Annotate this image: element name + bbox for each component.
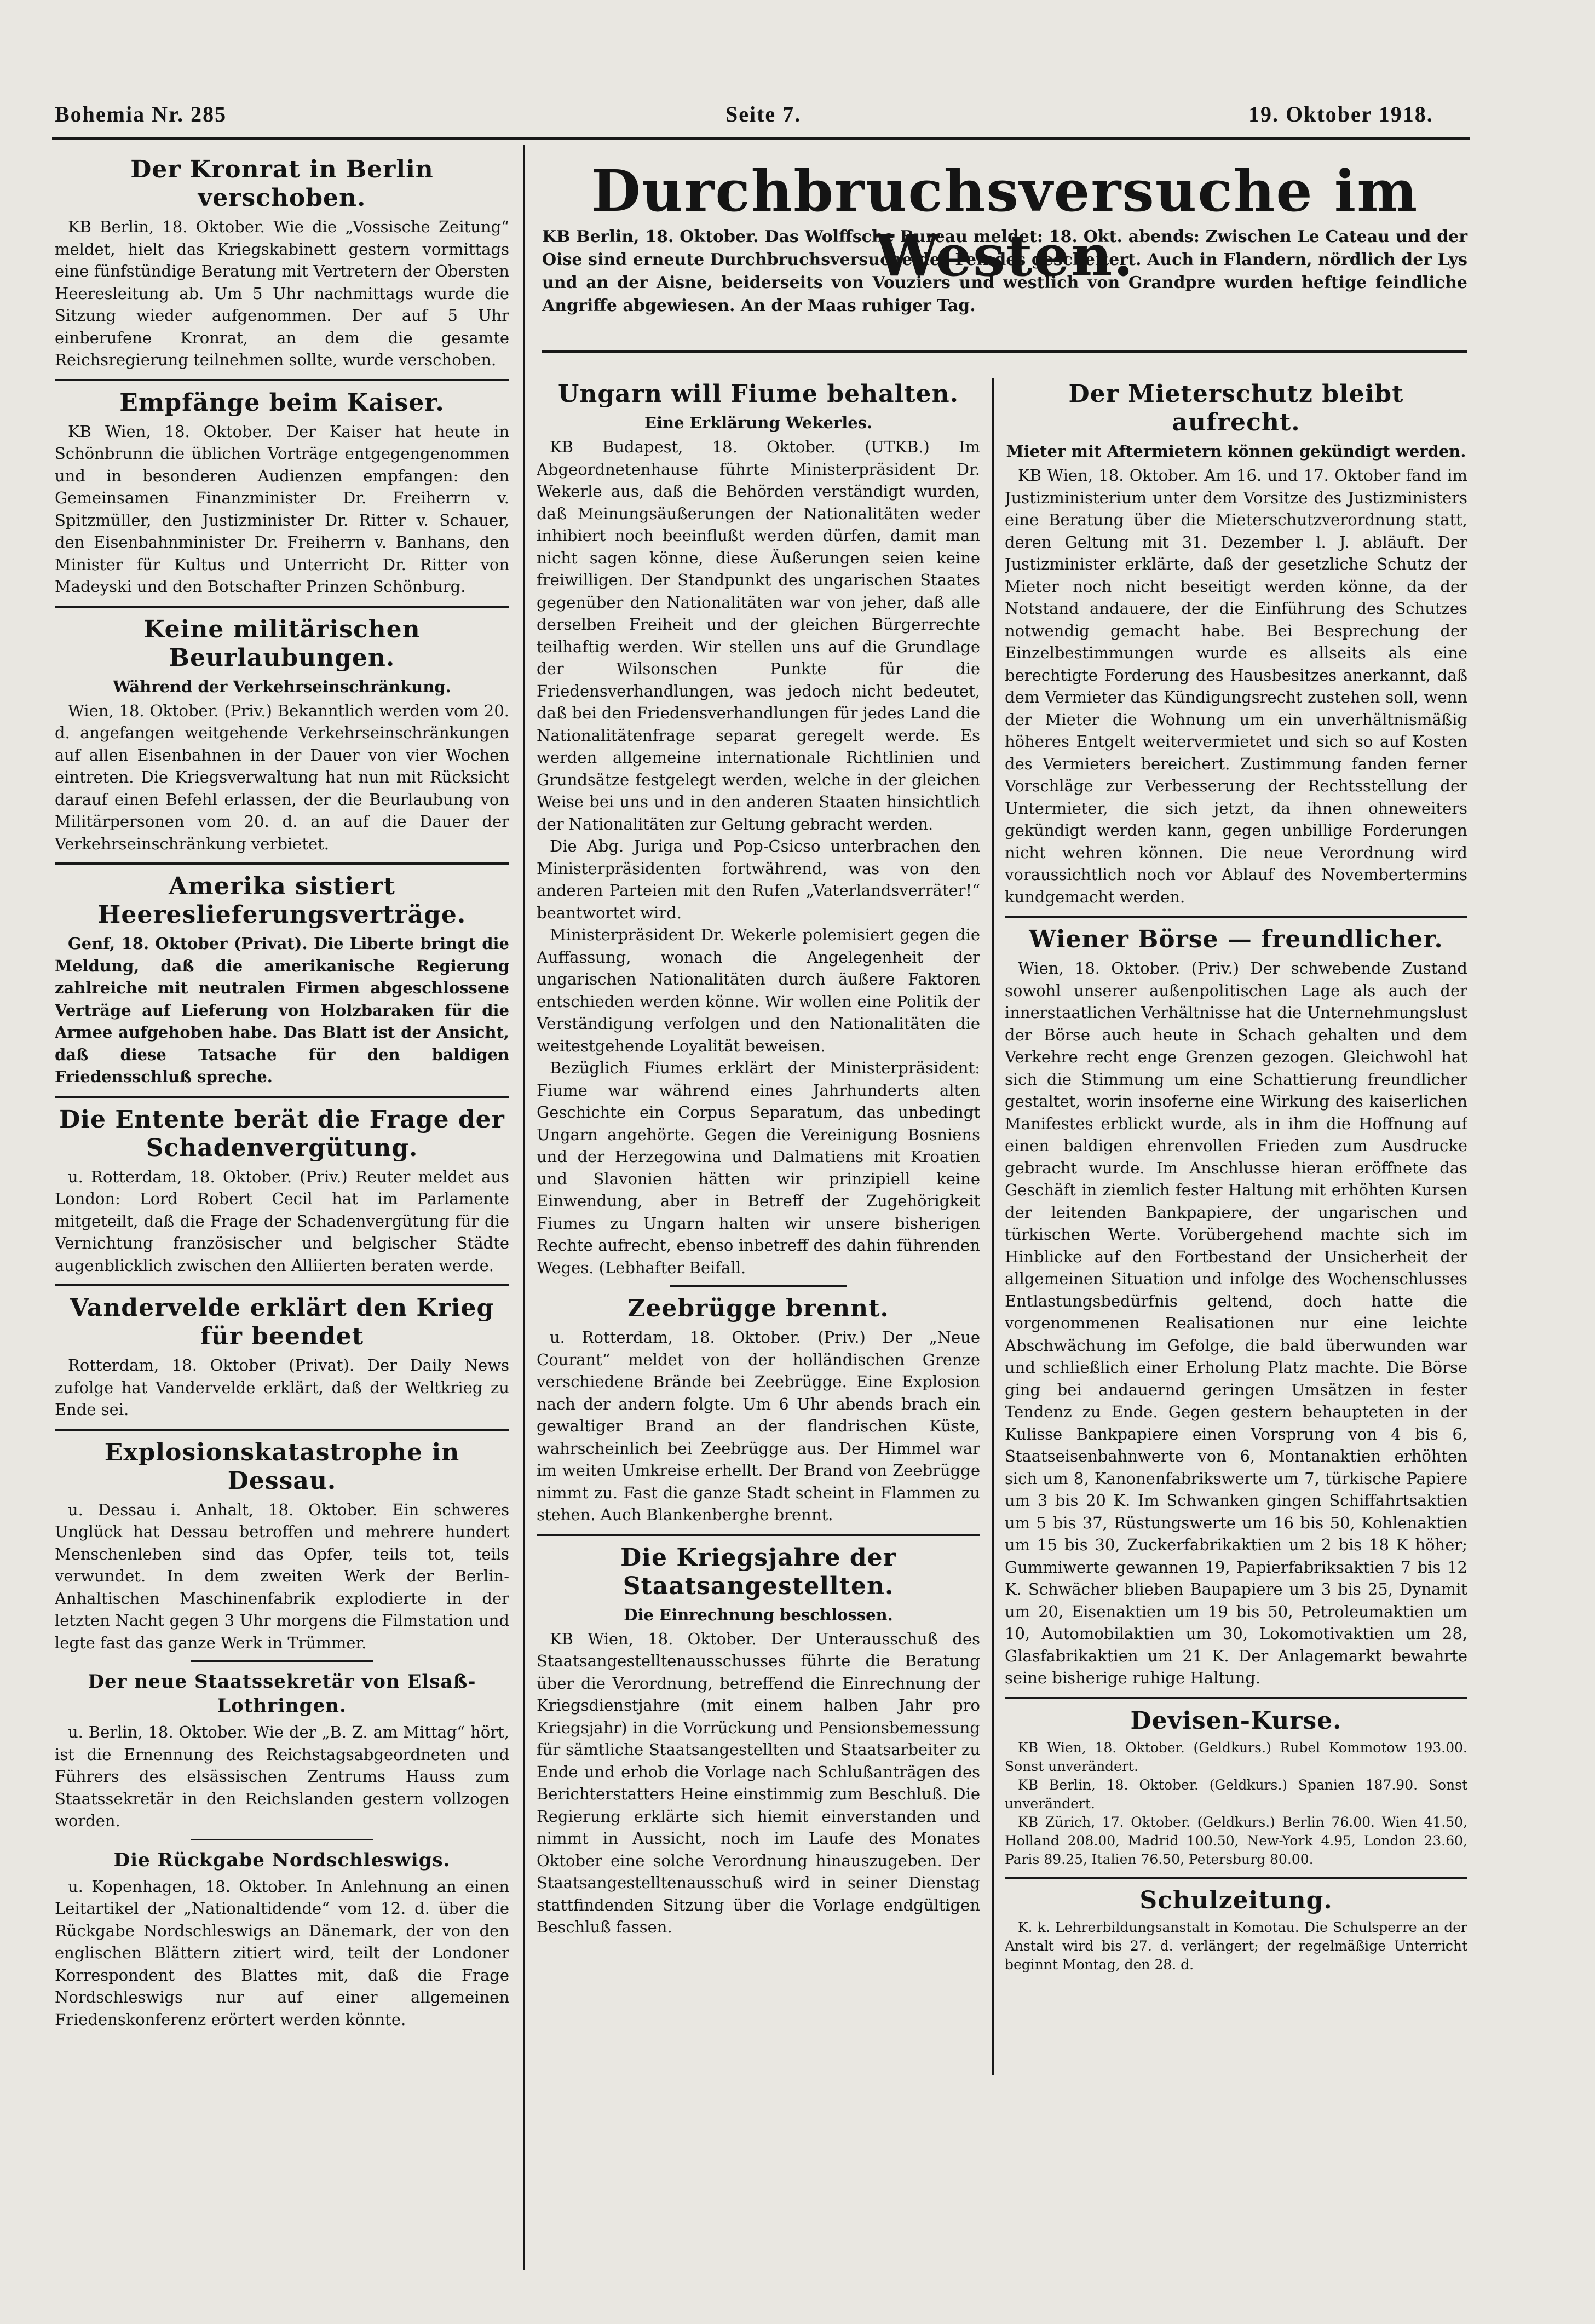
article-title: Empfänge beim Kaiser. <box>119 388 445 417</box>
article-divider <box>55 379 509 381</box>
article-divider <box>1005 1697 1467 1699</box>
article-text: Bezüglich Fiumes erklärt der Ministerpräsident: Fiume war während eines Jahrhunderts alten Geschichte ein Corpus Separatum, das unbedingt Ungarn angehörte. Gegen die Vereinigung Bosniens und der Herzegowina und Dalmatiens mit Kroatien und Slavonien hätten wir prinzipiell keine Einwendung, aber in Betreff der Zugehörigkeit Fiumes zu Ungarn halten wir unsere bisherigen Rechte aufrecht, ebenso inbetreff des dahin führenden Weges. (Lebhafter Beifall. <box>537 1059 980 1277</box>
article-text: Ministerpräsident Dr. Wekerle polemisiert gegen die Auffassung, wonach die Angelegenheit der ungarischen Nationalitäten durch äußere Faktoren entschieden werden könne. Wir wollen eine Politik der Verständigung verfolgen und den Nationalitäten die weitestgehende Loyalität beweisen. <box>537 925 980 1055</box>
article-title: Die Rückgabe Nordschleswigs. <box>113 1849 451 1871</box>
article-divider <box>1005 916 1467 918</box>
article-divider <box>55 1284 509 1286</box>
article-divider <box>55 1429 509 1431</box>
article-divider <box>55 1096 509 1098</box>
article-title: Der neue Staatssekretär von Elsaß-Lothringen. <box>88 1671 476 1717</box>
article-title: Keine militärischen Beurlaubungen. <box>143 615 421 672</box>
article-title: Devisen-Kurse. <box>1130 1706 1342 1735</box>
column-divider-2 <box>992 378 994 2075</box>
header-rule <box>52 137 1470 140</box>
article-text: KB Wien, 18. Oktober. Der Kaiser hat heute in Schönbrunn die üblichen Vorträge entgegengenommen und in besonderen Audienzen empfangen: den Gemeinsamen Finanzminister Dr. Freiherrn v. Spitzmüller, den Justizminister Dr. Ritter v. Schauer, den Eisenbahnminister Dr. Freiherrn v. Banhans, den Minister für Kultus und Unterricht Dr. Ritter von Madeyski und den Botschafter Prinzen Schönburg. <box>55 422 509 596</box>
page-header <box>55 96 1462 140</box>
article-title: Vandervelde erklärt den Krieg für beendet <box>70 1294 494 1350</box>
article-title: Wiener Börse — freundlicher. <box>1029 925 1443 953</box>
article-title: Der Mieterschutz bleibt aufrecht. <box>1068 380 1404 436</box>
article-divider <box>670 1285 847 1287</box>
article-divider <box>55 862 509 865</box>
column-3 <box>1005 372 1467 2267</box>
article-title: Amerika sistiert Heereslieferungsverträge. <box>97 872 467 929</box>
article-text: Genf, 18. Oktober (Privat). Die Liberte bringt die Meldung, daß die amerikanische Regierung zahlreiche mit neutralen Firmen abgeschlossene Verträge auf Lieferung von Holzbaraken für die Armee aufgehoben habe. Das Blatt ist der Ansicht, daß diese Tatsache für den baldigen Friedensschluß spreche. <box>55 934 509 1086</box>
main-headline: Durchbruchsversuche im Westen. <box>591 157 1419 289</box>
article-text: KB Berlin, 18. Oktober. (Geldkurs.) Spanien 187.90. Sonst unverändert. <box>1005 1776 1467 1811</box>
article-text: u. Kopenhagen, 18. Oktober. In Anlehnung an einen Leitartikel der „Nationaltidende“ vom 12. d. über die Rückgabe Nordschleswigs an Dänemark, der von den englischen Blättern zitiert wird, teilt der Londoner Korrespondent des Blattes mit, daß die Frage Nordschleswigs nur auf einer allgemeinen Friedenskonferenz erörtert werden könnte. <box>55 1877 509 2029</box>
article-text: Die Abg. Juriga und Pop-Csicso unterbrachen den Ministerpräsidenten fortwährend, was von den anderen Parteien mit den Rufen „Vaterlandsverräter!“ beantwortet wird. <box>537 837 980 922</box>
article-text: K. k. Lehrerbildungsanstalt in Komotau. Die Schulsperre an der Anstalt wird bis 27. d. verlängert; der regelmäßige Unterricht beginnt Montag, den 28. d. <box>1005 1919 1467 1972</box>
article-text: KB Wien, 18. Oktober. Am 16. und 17. Oktober fand im Justizministerium unter dem Vorsitze des Justizministers eine Beratung über die Mieterschutzverordnung statt, deren Geltung mit 31. Dezember l. J. abläuft. Der Justizminister erklärte, daß der gesetzliche Schutz der Mieter noch nicht beseitigt werden könne, da der Notstand andauere, der die Einführung des Schutzes notwendig gemacht habe. Bei Besprechung der Einzelbestimmungen wurde es allseits als eine berechtigte Forderung des Hausbesitzes anerkannt, daß dem Vermieter das Kündigungsrecht zustehen soll, wenn der Mieter die Wohnung um ein unverhältnismäßig höheres Entgelt weitervermietet und sich so auf Kosten des Vermieters bereichert. Zustimmung fanden ferner Vorschläge zur Verbesserung der Rechtsstellung der Untermieter, die sich jetzt, da ihnen ohneweiters gekündigt werden kann, gegen unbillige Forderungen nicht wehren können. Die neue Verordnung wird voraussichtlich noch vor Ablauf des Novembertermins kundgemacht werden. <box>1005 466 1467 906</box>
article-text: KB Wien, 18. Oktober. (Geldkurs.) Rubel Kommotow 193.00. Sonst unverändert. <box>1005 1739 1467 1774</box>
paper-issue: Bohemia Nr. 285 <box>55 102 227 126</box>
article-text: u. Rotterdam, 18. Oktober. (Priv.) Reuter meldet aus London: Lord Robert Cecil hat im Parlamente mitgeteilt, daß die Frage der Schadenvergütung für die Vernichtung französischer und belgischer Städte augenblicklich zwischen den Alliierten beraten werde. <box>55 1167 509 1275</box>
article-subtitle: Eine Erklärung Wekerles. <box>644 413 873 432</box>
article-divider <box>537 1534 980 1536</box>
article-title: Die Kriegsjahre der Staatsangestellten. <box>620 1543 896 1600</box>
article-title: Der Kronrat in Berlin verschoben. <box>130 156 434 212</box>
article-title: Explosionskatastrophe in Dessau. <box>104 1438 460 1495</box>
article-text: Wien, 18. Oktober. (Priv.) Der schwebende Zustand sowohl unserer außenpolitischen Lage als auch der innerstaatlichen Verhältnisse hat die Unternehmungslust der Börse auch heute in Schach gehalten und dem Verkehre recht enge Grenzen gezogen. Gleichwohl hat sich die Stimmung um eine Schattierung freundlicher gestaltet, worin insoferne eine Wirkung des kaiserlichen Manifestes erblickt wurde, als in ihm die Hoffnung auf einen baldigen ehrenvollen Frieden zum Ausdrucke gebracht wurde. Im Anschlusse hieran eröffnete das Geschäft in ziemlich fester Haltung mit erhöhten Kursen der leitenden Bankpapiere, der ungarischen und türkischen Werte. Vorübergehend machte sich im Hinblicke auf den Fortbestand der Unsicherheit der allgemeinen Situation und infolge des Wochenschlusses Entlastungsbedürfnis geltend, doch hatte die vorgenommenen Realisationen nur eine leichte Abschwächung im Gefolge, die bald überwunden war und schließlich einer Erholung Platz machte. Die Börse ging bei andauernd geringen Umsätzen in fester Tendenz zu Ende. Gegen gestern behaupteten in der Kulisse Bankpapiere einen Vorsprung von 4 bis 6, Staatseisenbahnwerte von 6, Montanaktien erhöhten sich um 8, Kanonenfabrikswerte um 7, türkische Papiere um 3 bis 20 K. Im Schwanken gingen Schiffahrtsaktien um 5 bis 37, Rüstungswerte um 16 bis 50, Kohlenaktien um 15 bis 30, Zuckerfabrikaktien um 2 bis 18 K höher; Gummiwerte gewannen 19, Papierfabriksaktien 7 bis 12 K. Schwächer blieben Baupapiere um 3 bis 25, Dynamit um 20, Eisenaktien um 19 bis 50, Petroleumaktien um 10, Automobilaktien um 30, Lokomotivaktien um 28, Glasfabrikaktien um 21 K. Der Anlagemarkt bewahrte seine bisherige ruhige Haltung. <box>1005 959 1467 1687</box>
main-headline-text <box>542 226 1467 346</box>
page-number: Seite 7. <box>725 102 802 126</box>
article-text: KB Zürich, 17. Oktober. (Geldkurs.) Berlin 76.00. Wien 41.50, Holland 208.00, Madrid 100.50, New-York 4.95, London 23.60, Paris 89.25, Italien 76.50, Petersburg 80.00. <box>1005 1814 1467 1867</box>
article-text: Rotterdam, 18. Oktober (Privat). Der Daily News zufolge hat Vandervelde erklärt, daß der Weltkrieg zu Ende sei. <box>55 1356 509 1419</box>
article-title: Zeebrügge brennt. <box>627 1295 889 1322</box>
article-divider <box>191 1660 373 1662</box>
article-text: KB Berlin, 18. Oktober. Wie die „Vossische Zeitung“ meldet, hielt das Kriegskabinett gestern vormittags eine fünfstündige Beratung mit Vertretern der Obersten Heeresleitung ab. Um 5 Uhr nachmittags wurde die Sitzung wieder aufgenommen. Der auf 5 Uhr einberufene Kronrat, an dem die gesamte Reichsregierung teilnehmen sollte, wurde verschoben. <box>55 217 509 369</box>
article-text: Wien, 18. Oktober. (Priv.) Bekanntlich werden vom 20. d. angefangen weitgehende Verkehrseinschränkungen auf allen Eisenbahnen in der Dauer von vier Wochen eintreten. Die Kriegsverwaltung hat nun mit Rücksicht darauf einen Befehl erlassen, der die Beurlaubung von Militärpersonen vom 20. d. an auf die Dauer der Verkehrseinschränkung verbietet. <box>55 701 509 853</box>
issue-date: 19. Oktober 1918. <box>1248 102 1433 126</box>
article-title: Schulzeitung. <box>1139 1886 1333 1914</box>
article-subtitle: Während der Verkehrseinschränkung. <box>113 677 451 696</box>
column-2 <box>537 372 980 2267</box>
article-subtitle: Die Einrechnung beschlossen. <box>624 1605 893 1624</box>
article-divider <box>191 1839 373 1840</box>
article-divider <box>1005 1877 1467 1879</box>
main-headline-paragraph: KB Berlin, 18. Oktober. Das Wolffsche Bureau meldet: 18. Okt. abends: Zwischen Le Cateau und der Oise sind erneute Durchbruchsversuche des Feindes gescheitert. Auch in Flandern, nördlich der Lys und an der Aisne, beiderseits von Vouziers und westlich von Grandpre wurden heftige feindliche Angriffe abgewiesen. An der Maas ruhiger Tag. <box>542 227 1467 315</box>
banner-rule <box>542 350 1467 353</box>
article-subtitle: Mieter mit Aftermietern können gekündigt werden. <box>1006 442 1466 461</box>
article-text: u. Berlin, 18. Oktober. Wie der „B. Z. am Mittag“ hört, ist die Ernennung des Reichstagsabgeordneten und Führers des elsässischen Zentrums Hauss zum Staatssekretär in den Reichslanden gestern vollzogen worden. <box>55 1723 509 1830</box>
article-title: Die Entente berät die Frage der Schadenvergütung. <box>59 1105 505 1162</box>
article-text: u. Dessau i. Anhalt, 18. Oktober. Ein schweres Unglück hat Dessau betroffen und mehrere hundert Menschenleben sind das Opfer, teils tot, teils verwundet. In dem zweiten Werk der Berlin-Anhaltischen Maschinenfabrik explodierte in der letzten Nacht gegen 3 Uhr morgens die Filmstation und legte fast das ganze Werk in Trümmer. <box>55 1500 509 1652</box>
article-text: KB Wien, 18. Oktober. Der Unterausschuß des Staatsangestelltenausschusses führte die Beratung über die Verordnung, betreffend die Einrechnung der Kriegsdienstjahre (mit einem halben Jahr pro Kriegsjahr) in die Vorrückung und Pensionsbemessung für sämtliche Staatsangestellten und Staatsarbeiter zu Ende und erhob die Vorlage nach Schlußanträgen des Berichterstatters Heine einstimmig zum Beschluß. Die Regierung erklärte sich hiemit einverstanden und nimmt in Aussicht, noch im Laufe des Monates Oktober eine solche Verordnung hinauszugeben. Der Staatsangestelltenausschuß wird in seiner Dienstag stattfindenden Sitzung über die Vorlage endgültigen Beschluß fassen. <box>537 1629 980 1936</box>
column-1 <box>55 148 509 2267</box>
article-divider <box>55 606 509 608</box>
article-text: KB Budapest, 18. Oktober. (UTKB.) Im Abgeordnetenhause führte Ministerpräsident Dr. Wekerle aus, daß die Behörden verständigt wurden, daß Meinungsäußerungen der Nationalitäten weder inhibiert noch beeinflußt werden dürfen, damit man nicht sagen könne, diese Äußerungen seien keine freiwilligen. Der Standpunkt des ungarischen Staates gegenüber den Nationalitäten war von jeher, daß alle derselben Freiheit und der gleichen Bürgerrechte teilhaftig werden. Wir stellen uns auf die Grundlage der Wilsonschen Punkte für die Friedensverhandlungen, was jedoch nicht bedeutet, daß bei den Friedensverhandlungen für jedes Land die Nationalitätenfrage separat geregelt werde. Es werden allgemeine internationale Richtlinien und Grundsätze festgelegt werden, welche in der gleichen Weise bei uns und in den anderen Staaten hinsichtlich der Nationalitäten zur Geltung gebracht werden. <box>537 438 980 833</box>
column-divider-1 <box>523 145 525 2270</box>
article-text: u. Rotterdam, 18. Oktober. (Priv.) Der „Neue Courant“ meldet von der holländischen Grenze verschiedene Brände bei Zeebrügge. Eine Explosion nach der andern folgte. Um 6 Uhr abends brach ein gewaltiger Brand an der flandrischen Küste, wahrscheinlich bei Zeebrügge aus. Der Himmel war im weiten Umkreise erhellt. Der Brand von Zeebrügge nimmt zu. Fast die ganze Stadt scheint in Flammen zu stehen. Auch Blankenberghe brennt. <box>537 1328 980 1524</box>
article-title: Ungarn will Fiume behalten. <box>558 380 959 408</box>
